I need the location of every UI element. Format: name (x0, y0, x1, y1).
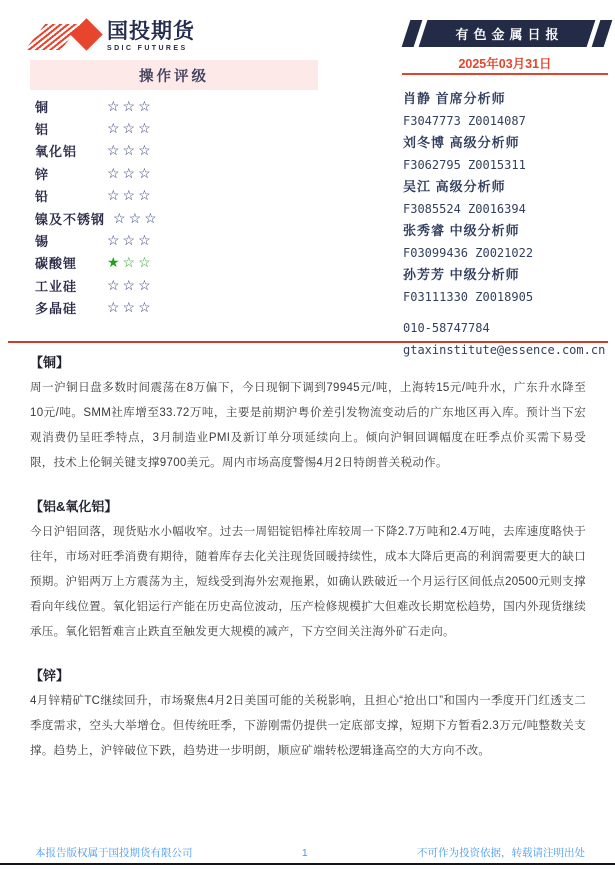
page-bottom-border (0, 863, 615, 865)
company-logo (33, 18, 195, 56)
date-underline (402, 73, 608, 75)
rating-row (35, 162, 320, 184)
brand-name: 国投期货 (107, 20, 195, 43)
analyst-ids: F03111330 Z0018905 (403, 290, 534, 304)
commodity-label: 锌 (35, 166, 50, 182)
report-title-banner (402, 20, 613, 47)
analyst-panel (403, 88, 615, 361)
analyst-name: 吴江 高级分析师 (403, 179, 506, 194)
rating-row (35, 185, 320, 207)
star-rating: ☆☆☆ (107, 187, 154, 204)
analyst-name: 孙芳芳 中级分析师 (403, 267, 520, 282)
contact-email: gtaxinstitute@essence.com.cn (403, 343, 606, 357)
rating-row (35, 297, 320, 319)
star-rating: ★☆☆ (107, 254, 154, 271)
brand-block (107, 20, 195, 52)
contact-phone: 010-58747784 (403, 321, 490, 335)
commodity-label: 铅 (35, 189, 50, 205)
section-body: 今日沪铝回落，现货贴水小幅收窄。过去一周铝锭铝棒社库较周一下降2.7万吨和2.4万吨，去库速度略快于往年，市场对旺季消费有期待，随着库存去化关注现货回暖持续性，成本大降后更高的利润需要更大的缺口预期。沪铝两万上方震荡为主，短线受到海外宏观拖累，如确认跌破近一个月运行区间低点20500元则支撑看向年线位置。氧化铝运行产能在历史高位波动，压产检修规模扩大但难改长期宽松趋势，国内外现货继续承压。氧化铝暂难言止跌直至触发更大规模的减产，下方空间关注海外矿石走向。 (30, 526, 586, 638)
analyst-ids: F3085524 Z0016394 (403, 202, 526, 216)
section-title: 【锌】 (30, 668, 70, 683)
rating-row (35, 95, 320, 117)
star-rating: ☆☆☆ (107, 97, 154, 114)
rating-row (35, 252, 320, 274)
commodity-label: 镍及不锈钢 (35, 211, 106, 227)
page-footer (35, 845, 585, 860)
report-date: 2025年03月31日 (458, 57, 552, 71)
brand-subtitle: SDIC FUTURES (107, 45, 188, 52)
commodity-label: 碳酸锂 (35, 256, 78, 272)
section-title: 【铜】 (30, 355, 70, 370)
commodity-label: 铜 (35, 99, 50, 115)
footer-copyright: 本报告版权属于国投期货有限公司 (35, 847, 193, 859)
star-rating: ☆☆☆ (107, 142, 154, 159)
analyst-name: 刘冬博 高级分析师 (403, 135, 520, 150)
analyst-ids: F3062795 Z0015311 (403, 158, 526, 172)
commodity-label: 工业硅 (35, 278, 78, 294)
rating-row (35, 274, 320, 296)
footer-disclaimer: 不可作为投资依据，转载请注明出处 (417, 847, 585, 859)
header-divider (8, 341, 608, 343)
commodity-label: 多晶硅 (35, 301, 78, 317)
analyst-ids: F03099436 Z0021022 (403, 246, 534, 260)
star-rating: ☆☆☆ (107, 120, 154, 137)
commodity-label: 锡 (35, 234, 50, 250)
section-body: 4月锌精矿TC继续回升，市场聚焦4月2日美国可能的关税影响，且担心“抢出口”和国内一季度开门红透支二季度需求，空头大举增仓。但传统旺季，下游刚需仍提供一定底部支撑，短期下方暂看2.3万元/吨整数关支撑。趋势上，沪锌破位下跌，趋势进一步明朗，顺应矿端转松逻辑逢高空的大方向不改。 (30, 695, 586, 757)
section-title: 【铝&氧化铝】 (30, 499, 118, 514)
rating-row (35, 229, 320, 251)
logo-diamond-icon (33, 18, 103, 56)
analyst-name: 张秀睿 中级分析师 (403, 223, 520, 238)
rating-list (35, 95, 320, 319)
rating-row (35, 140, 320, 162)
commodity-label: 氧化铝 (35, 144, 78, 160)
star-rating: ☆☆☆ (113, 209, 160, 226)
report-content (30, 350, 586, 764)
star-rating: ☆☆☆ (107, 299, 154, 316)
rating-row (35, 207, 320, 229)
analyst-ids: F3047773 Z0014087 (403, 114, 526, 128)
analyst-list (403, 88, 615, 308)
footer-page-number: 1 (301, 846, 308, 859)
star-rating: ☆☆☆ (107, 232, 154, 249)
star-rating: ☆☆☆ (107, 164, 154, 181)
star-rating: ☆☆☆ (107, 276, 154, 293)
rating-panel-title: 操作评级 (30, 60, 318, 90)
analyst-name: 肖静 首席分析师 (403, 91, 506, 106)
commodity-label: 铝 (35, 122, 50, 138)
rating-row (35, 117, 320, 139)
report-title: 有色金属日报 (455, 27, 564, 42)
section-body: 周一沪铜日盘多数时间震荡在8万偏下，今日现铜下调到79945元/吨，上海转15元/吨升水，广东升水降至10元/吨。SMM社库增至33.72万吨，主要是前期沪粤价差引发物流变动后的广东地区再入库。预计当下宏观消费仍呈旺季特点，3月制造业PMI及新订单分项延续向上。倾向沪铜回调幅度在旺季点价买需下易受限，技术上伦铜关键支撑9700美元。周内市场高度警惕4月2日特朗普关税动作。 (30, 382, 586, 469)
